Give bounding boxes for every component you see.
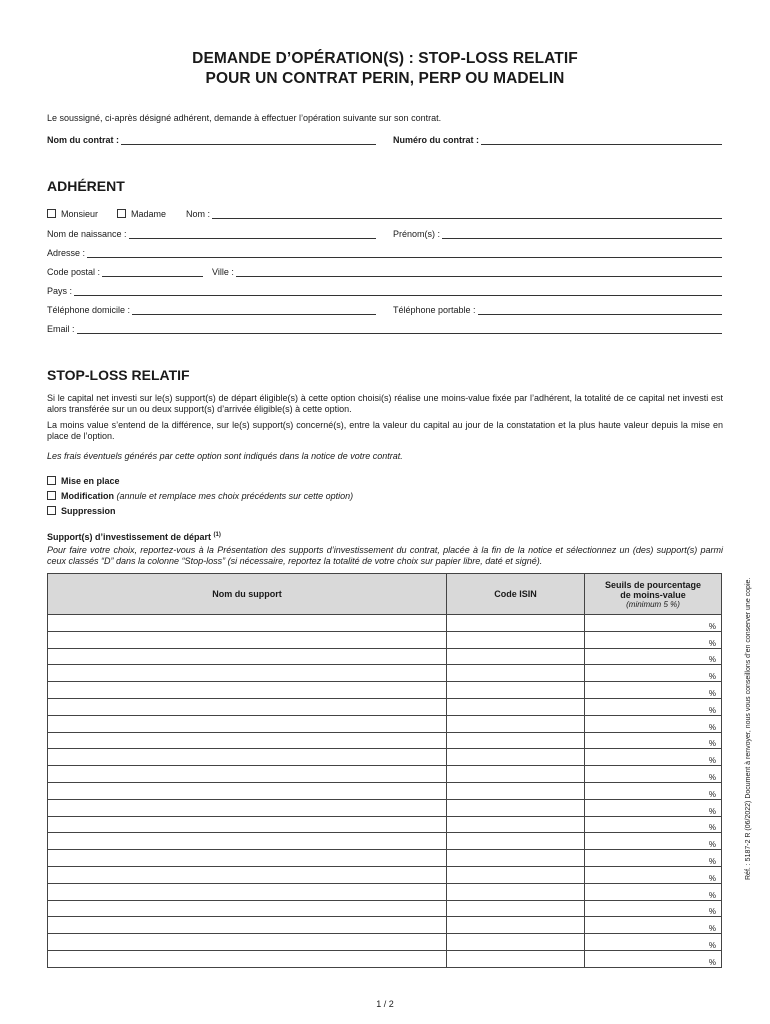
option-modification[interactable] — [47, 491, 353, 501]
table-row — [48, 715, 722, 732]
modification-label: Modification — [61, 491, 114, 501]
code-postal-label: Code postal : — [47, 267, 101, 277]
stoploss-para3: Les frais éventuels générés par cette option sont indiqués dans la notice de votre contrat. — [47, 451, 403, 461]
isin-cell[interactable] — [447, 816, 585, 833]
modification-checkbox[interactable] — [47, 491, 56, 500]
isin-cell[interactable] — [447, 715, 585, 732]
isin-cell[interactable] — [447, 883, 585, 900]
nom-naissance-label: Nom de naissance : — [47, 229, 127, 239]
isin-cell[interactable] — [447, 866, 585, 883]
support-name-cell[interactable] — [48, 665, 447, 682]
modification-note: (annule et remplace mes choix précédents sur cette option) — [116, 491, 354, 501]
tel-domicile-label: Téléphone domicile : — [47, 305, 131, 315]
table-row — [48, 631, 722, 648]
support-name-cell[interactable] — [48, 917, 447, 934]
table-row — [48, 682, 722, 699]
table-row — [48, 917, 722, 934]
nom-naissance-line[interactable] — [129, 229, 376, 239]
tel-portable-field[interactable] — [393, 303, 722, 315]
isin-cell[interactable] — [447, 732, 585, 749]
threshold-cell[interactable]: % — [585, 749, 722, 766]
ville-label: Ville : — [212, 267, 234, 277]
threshold-cell[interactable]: % — [585, 698, 722, 715]
support-name-cell[interactable] — [48, 615, 447, 632]
isin-cell[interactable] — [447, 782, 585, 799]
table-row — [48, 833, 722, 850]
table-row — [48, 749, 722, 766]
support-name-cell[interactable] — [48, 648, 447, 665]
suppression-checkbox[interactable] — [47, 506, 56, 515]
threshold-cell[interactable]: % — [585, 799, 722, 816]
table-row — [48, 766, 722, 783]
prenoms-label: Prénom(s) : — [393, 229, 441, 239]
col-seuils-line2: de moins-value — [620, 589, 686, 600]
threshold-cell[interactable]: % — [585, 950, 722, 967]
madame-checkbox[interactable] — [117, 209, 126, 218]
prenoms-line[interactable] — [442, 229, 722, 239]
table-row — [48, 866, 722, 883]
isin-cell[interactable] — [447, 950, 585, 967]
threshold-cell[interactable]: % — [585, 631, 722, 648]
support-name-cell[interactable] — [48, 698, 447, 715]
monsieur-label: Monsieur — [61, 209, 99, 219]
supports-heading-sup: (1) — [213, 532, 221, 538]
table-row — [48, 883, 722, 900]
contract-name-field[interactable] — [47, 133, 376, 145]
threshold-cell[interactable]: % — [585, 665, 722, 682]
pays-field[interactable] — [47, 284, 722, 296]
intro-text: Le soussigné, ci-après désigné adhérent, demande à effectuer l’opération suivante sur son contrat. — [47, 113, 442, 123]
supports-instructions: Pour faire votre choix, reportez-vous à la Présentation des supports d’investissement du contrat, placée à la fin de la notice et sélectionnez un (des) support(s) parmi ceux classés “D” dans la colonne “Stop-loss” (si nécessaire, reportez la totalité de votre choix sur papier libre, daté et signé). — [47, 545, 723, 566]
col-seuils-line1: Seuils de pourcentage — [604, 579, 702, 590]
support-name-cell[interactable] — [48, 782, 447, 799]
nom-label: Nom : — [186, 209, 211, 219]
tel-domicile-field[interactable] — [47, 303, 376, 315]
support-name-cell[interactable] — [48, 631, 447, 648]
tel-portable-label: Téléphone portable : — [393, 305, 476, 315]
tel-domicile-line[interactable] — [132, 305, 376, 315]
supports-table-body — [48, 615, 722, 968]
support-name-cell[interactable] — [48, 900, 447, 917]
support-name-cell[interactable] — [48, 833, 447, 850]
isin-cell[interactable] — [447, 749, 585, 766]
section-adherent-heading: ADHÉRENT — [47, 178, 125, 194]
tel-portable-line[interactable] — [478, 305, 722, 315]
support-name-cell[interactable] — [48, 816, 447, 833]
isin-cell[interactable] — [447, 850, 585, 867]
support-name-cell[interactable] — [48, 715, 447, 732]
col-nom-support: Nom du support — [48, 574, 447, 615]
threshold-cell[interactable]: % — [585, 682, 722, 699]
support-name-cell[interactable] — [48, 732, 447, 749]
mise-en-place-checkbox[interactable] — [47, 476, 56, 485]
supports-table-header — [48, 574, 722, 615]
civility-monsieur[interactable] — [47, 209, 98, 219]
support-name-cell[interactable] — [48, 934, 447, 951]
email-label: Email : — [47, 324, 75, 334]
threshold-cell[interactable]: % — [585, 615, 722, 632]
table-row — [48, 934, 722, 951]
isin-cell[interactable] — [447, 615, 585, 632]
contract-name-line[interactable] — [121, 135, 376, 145]
form-title-line1: DEMANDE D’OPÉRATION(S) : STOP-LOSS RELATIF — [192, 50, 578, 67]
threshold-cell[interactable]: % — [585, 648, 722, 665]
pays-line[interactable] — [74, 286, 722, 296]
support-name-cell[interactable] — [48, 850, 447, 867]
stoploss-para1: Si le capital net investi sur le(s) support(s) de départ éligible(s) à cette option choisi(s) réalise une moins-value fixée par l’adhérent, la totalité de ce capital net investi est alors transférée sur un ou deux support(s) d’arrivée éligible(s) à cette option. — [47, 393, 723, 414]
threshold-cell[interactable]: % — [585, 900, 722, 917]
option-suppression[interactable] — [47, 506, 116, 516]
support-name-cell[interactable] — [48, 766, 447, 783]
threshold-cell[interactable]: % — [585, 833, 722, 850]
supports-table — [47, 573, 722, 968]
table-row — [48, 615, 722, 632]
table-row — [48, 816, 722, 833]
threshold-cell[interactable]: % — [585, 715, 722, 732]
section-stoploss-heading: STOP-LOSS RELATIF — [47, 367, 190, 383]
threshold-cell[interactable]: % — [585, 732, 722, 749]
col-seuils-note: (minimum 5 %) — [626, 599, 680, 609]
support-name-cell[interactable] — [48, 799, 447, 816]
table-row — [48, 698, 722, 715]
adresse-line[interactable] — [87, 248, 722, 258]
isin-cell[interactable] — [447, 766, 585, 783]
prenoms-field[interactable] — [393, 227, 722, 239]
threshold-cell[interactable]: % — [585, 850, 722, 867]
isin-cell[interactable] — [447, 698, 585, 715]
code-postal-line[interactable] — [102, 267, 203, 277]
threshold-cell[interactable]: % — [585, 917, 722, 934]
civility-madame[interactable] — [117, 209, 166, 219]
threshold-cell[interactable]: % — [585, 934, 722, 951]
threshold-cell[interactable]: % — [585, 766, 722, 783]
table-row — [48, 648, 722, 665]
supports-heading-text: Support(s) d’investissement de départ — [47, 532, 212, 542]
nom-field[interactable] — [186, 207, 722, 219]
madame-label: Madame — [131, 209, 167, 219]
mise-en-place-label: Mise en place — [61, 476, 120, 486]
support-name-cell[interactable] — [48, 883, 447, 900]
isin-cell[interactable] — [447, 900, 585, 917]
table-row — [48, 782, 722, 799]
support-name-cell[interactable] — [48, 682, 447, 699]
table-row — [48, 850, 722, 867]
adresse-field[interactable] — [47, 246, 722, 258]
email-field[interactable] — [47, 322, 722, 334]
monsieur-checkbox[interactable] — [47, 209, 56, 218]
isin-cell[interactable] — [447, 799, 585, 816]
email-line[interactable] — [77, 324, 722, 334]
option-mise-en-place[interactable] — [47, 476, 120, 486]
adresse-label: Adresse : — [47, 248, 86, 258]
threshold-cell[interactable]: % — [585, 816, 722, 833]
table-row — [48, 900, 722, 917]
support-name-cell[interactable] — [48, 950, 447, 967]
isin-cell[interactable] — [447, 631, 585, 648]
isin-cell[interactable] — [447, 648, 585, 665]
threshold-cell[interactable]: % — [585, 866, 722, 883]
threshold-cell[interactable]: % — [585, 782, 722, 799]
contract-name-label: Nom du contrat : — [47, 135, 119, 145]
isin-cell[interactable] — [447, 833, 585, 850]
contract-number-line[interactable] — [481, 135, 722, 145]
table-row — [48, 732, 722, 749]
page-number: 1 / 2 — [376, 999, 394, 1009]
col-seuils — [585, 574, 722, 615]
table-row — [48, 665, 722, 682]
supports-heading — [47, 532, 221, 542]
support-name-cell[interactable] — [48, 749, 447, 766]
nom-line[interactable] — [212, 209, 722, 219]
table-row — [48, 950, 722, 967]
contract-number-label: Numéro du contrat : — [393, 135, 480, 145]
isin-cell[interactable] — [447, 665, 585, 682]
nom-naissance-field[interactable] — [47, 227, 376, 239]
code-postal-field[interactable] — [47, 265, 203, 277]
isin-cell[interactable] — [447, 682, 585, 699]
ville-field[interactable] — [212, 265, 722, 277]
table-row — [48, 799, 722, 816]
col-code-isin: Code ISIN — [447, 574, 585, 615]
support-name-cell[interactable] — [48, 866, 447, 883]
pays-label: Pays : — [47, 286, 73, 296]
suppression-label: Suppression — [61, 506, 116, 516]
form-title-line2: POUR UN CONTRAT PERIN, PERP OU MADELIN — [205, 70, 565, 87]
ville-line[interactable] — [236, 267, 722, 277]
isin-cell[interactable] — [447, 934, 585, 951]
side-reference: Réf. : 5187-2 R (06/2022) Document à renvoyer, nous vous conseillons d’en conserver une copie. — [745, 577, 752, 880]
contract-number-field[interactable] — [393, 133, 722, 145]
isin-cell[interactable] — [447, 917, 585, 934]
threshold-cell[interactable]: % — [585, 883, 722, 900]
stoploss-para2: La moins value s’entend de la différence, sur le(s) support(s) concerné(s), entre la valeur du capital au jour de la constatation et la plus haute valeur depuis la mise en place de l’option. — [47, 420, 723, 441]
